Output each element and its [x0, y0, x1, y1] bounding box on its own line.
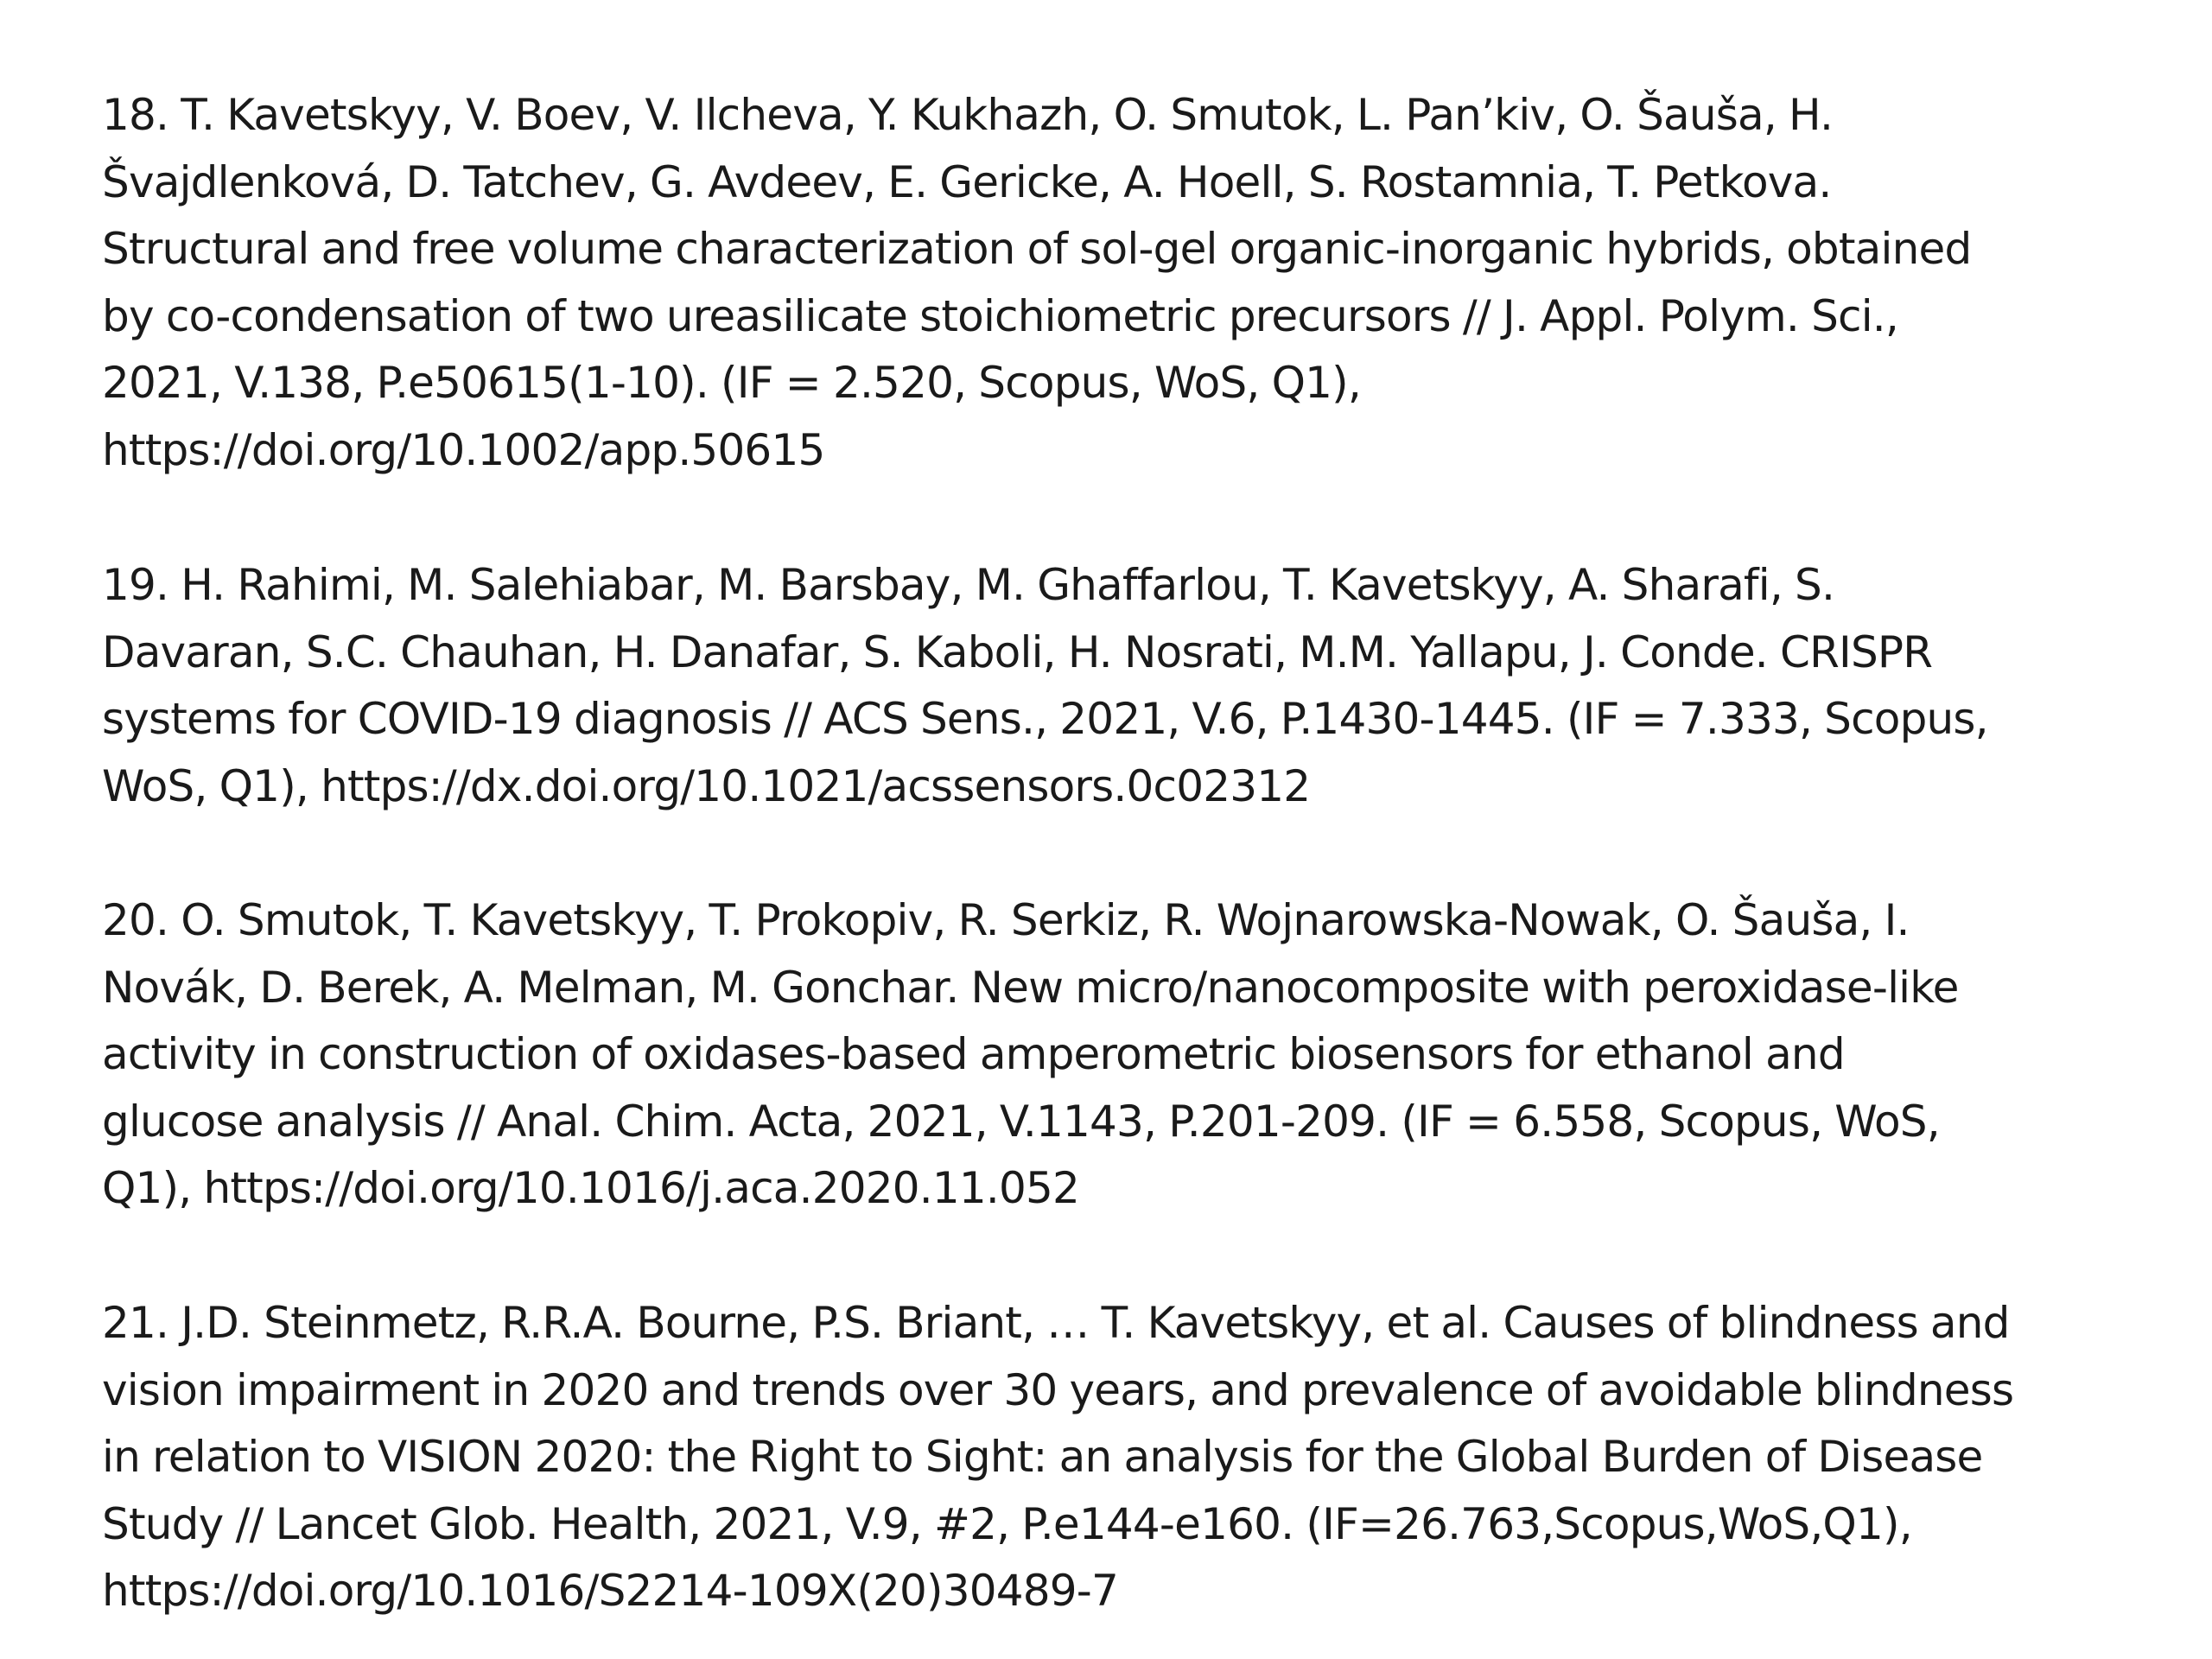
reference-line: 18. T. Kavetskyy, V. Boev, V. Ilcheva, Y. Kukhazh, O. Smutok, L. Pan’kiv, O. Šauša, H. — [102, 90, 1834, 140]
reference-line: 21. J.D. Steinmetz, R.R.A. Bourne, P.S. Briant, … T. Kavetskyy, et al. Causes of blindness and — [102, 1298, 2010, 1348]
reference-line: in relation to VISION 2020: the Right to Sight: an analysis for the Global Burden of Disease — [102, 1432, 1983, 1482]
reference-line: systems for COVID-19 diagnosis // ACS Sens., 2021, V.6, P.1430-1445. (IF = 7.333, Scopus, — [102, 694, 1988, 744]
reference-18 — [102, 82, 1971, 484]
reference-line: by co-condensation of two ureasilicate stoichiometric precursors // J. Appl. Polym. Sci., — [102, 290, 1898, 341]
reference-line: Švajdlenková, D. Tatchev, G. Avdeev, E. Gericke, A. Hoell, S. Rostamnia, T. Petkova. — [102, 156, 1832, 207]
reference-21 — [102, 1290, 2013, 1625]
reference-line: Structural and free volume characterization of sol-gel organic-inorganic hybrids, obtained — [102, 224, 1972, 274]
reference-line: activity in construction of oxidases-based amperometric biosensors for ethanol and — [102, 1029, 1845, 1079]
reference-line: glucose analysis // Anal. Chim. Acta, 2021, V.1143, P.201-209. (IF = 6.558, Scopus, WoS, — [102, 1096, 1940, 1147]
reference-line: 19. H. Rahimi, M. Salehiabar, M. Barsbay, M. Ghaffarlou, T. Kavetskyy, A. Sharafi, S. — [102, 560, 1835, 610]
reference-19 — [102, 552, 1988, 820]
reference-line-with-doi[interactable]: Q1), https://doi.org/10.1016/j.aca.2020.11.052 — [102, 1163, 1079, 1213]
reference-line: 2021, V.138, P.e50615(1-10). (IF = 2.520, Scopus, WoS, Q1), — [102, 358, 1361, 408]
reference-doi-link[interactable]: https://doi.org/10.1016/S2214-109X(20)30489-7 — [102, 1566, 1119, 1616]
reference-line: Davaran, S.C. Chauhan, H. Danafar, S. Kaboli, H. Nosrati, M.M. Yallapu, J. Conde. CRISPR — [102, 626, 1933, 677]
reference-line-with-doi[interactable]: WoS, Q1), https://dx.doi.org/10.1021/acssensors.0c02312 — [102, 760, 1311, 811]
reference-line: vision impairment in 2020 and trends over 30 years, and prevalence of avoidable blindness — [102, 1364, 2014, 1415]
reference-line: Study // Lancet Glob. Health, 2021, V.9, #2, P.e144-e160. (IF=26.763,Scopus,WoS,Q1), — [102, 1498, 1912, 1549]
reference-line: 20. O. Smutok, T. Kavetskyy, T. Prokopiv, R. Serkiz, R. Wojnarowska-Nowak, O. Šauša, I. — [102, 895, 1910, 945]
reference-line: Novák, D. Berek, A. Melman, M. Gonchar. New micro/nanocomposite with peroxidase-like — [102, 962, 1959, 1013]
reference-doi-link[interactable]: https://doi.org/10.1002/app.50615 — [102, 424, 825, 475]
reference-20 — [102, 887, 1959, 1223]
